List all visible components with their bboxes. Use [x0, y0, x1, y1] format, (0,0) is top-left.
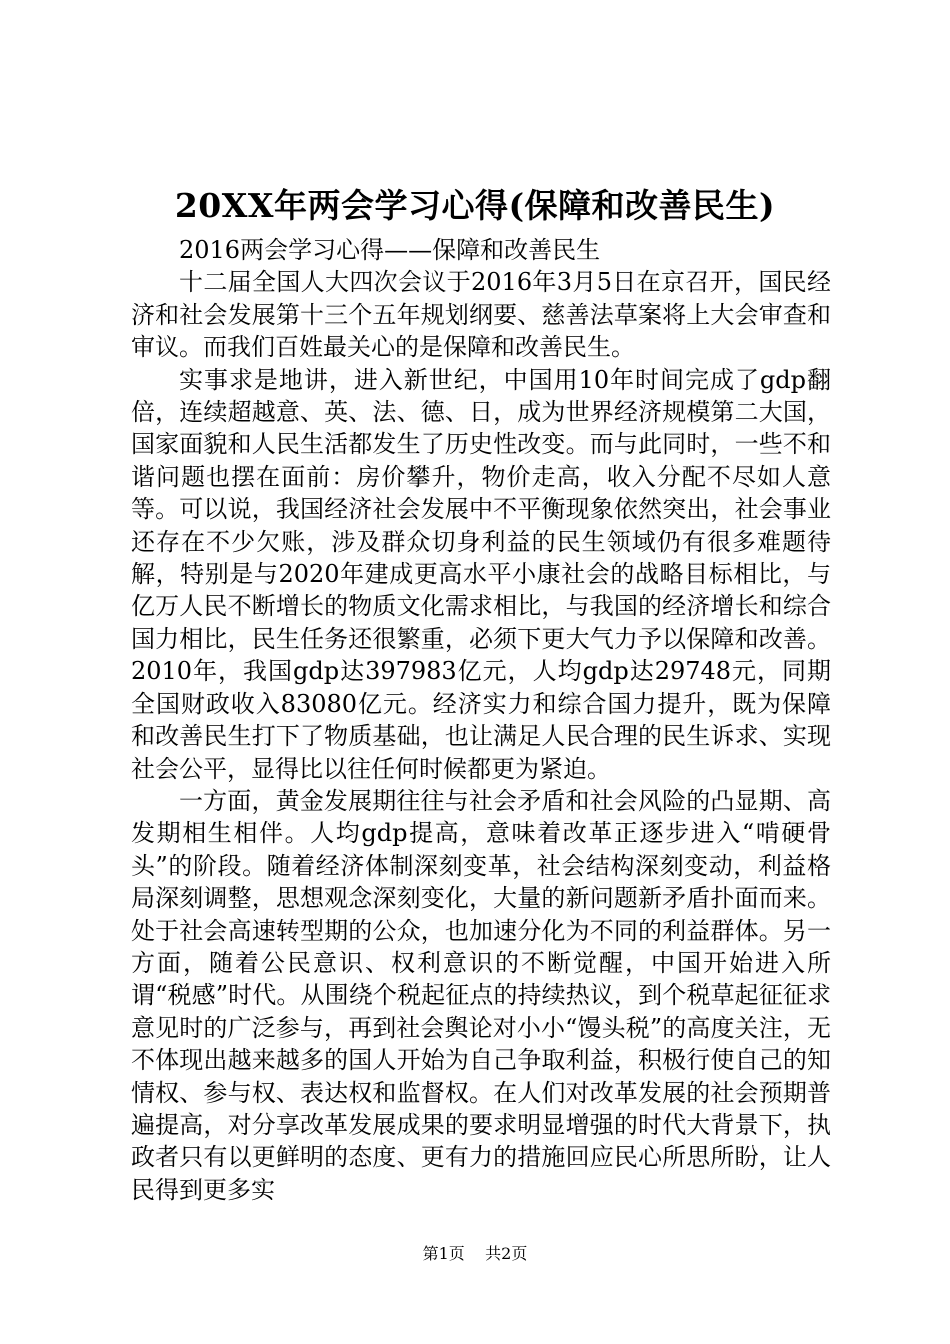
paragraph: 十二届全国人大四次会议于2016年3月5日在京召开，国民经济和社会发展第十三个五年规划纲要、慈善法草案将上大会审查和审议。而我们百姓最关心的是保障和改善民生。 — [131, 268, 831, 362]
paragraph: 实事求是地讲，进入新世纪，中国用10年时间完成了gdp翻倍，连续超越意、英、法、德、日，成为世界经济规模第二大国，国家面貌和人民生活都发生了历史性改变。而与此同时，一些不和谐问题也摆在面前：房价攀升，物价走高，收入分配不尽如人意等。可以说，我国经济社会发展中不平衡现象依然突出，社会事业还存在不少欠账，涉及群众切身利益的民生领域仍有很多难题待解，特别是与2020年建成更高水平小康社会的战略目标相比，与亿万人民不断增长的物质文化需求相比，与我国的经济增长和综合国力相比，民生任务还很繁重，必须下更大气力予以保障和改善。2010年，我国gdp达397983亿元，人均gdp达29748元，同期全国财政收入83080亿元。经济实力和综合国力提升，既为保障和改善民生打下了物质基础，也让满足人民合理的民生诉求、实现社会公平，显得比以往任何时候都更为紧迫。 — [131, 365, 831, 783]
paragraph: 一方面，黄金发展期往往与社会矛盾和社会风险的凸显期、高发期相生相伴。人均gdp提高，意味着改革正逐步进入“啃硬骨头”的阶段。随着经济体制深刻变革，社会结构深刻变动，利益格局深刻调整，思想观念深刻变化，大量的新问题新矛盾扑面而来。处于社会高速转型期的公众，也加速分化为不同的利益群体。另一方面，随着公民意识、权利意识的不断觉醒，中国开始进入所谓“税感”时代。从围绕个税起征点的持续热议，到个税草起征征求意见时的广泛参与，再到社会舆论对小小“馒头税”的高度关注，无不体现出越来越多的国人开始为自己争取利益，积极行使自己的知情权、参与权、表达权和监督权。在人们对改革发展的社会预期普遍提高，对分享改革发展成果的要求明显增强的时代大背景下，执政者只有以更鲜明的态度、更有力的措施回应民心所思所盼，让人民得到更多实 — [131, 786, 831, 1204]
page-total: 共2页 — [485, 1244, 528, 1263]
page-separator — [470, 1244, 480, 1263]
document-title: 20XX年两会学习心得(保障和改善民生) — [174, 186, 776, 225]
document-body — [131, 234, 831, 1206]
document-subtitle: 2016两会学习心得——保障和改善民生 — [179, 236, 601, 264]
page-number: 第1页 — [422, 1244, 465, 1263]
page-footer — [0, 1243, 950, 1265]
